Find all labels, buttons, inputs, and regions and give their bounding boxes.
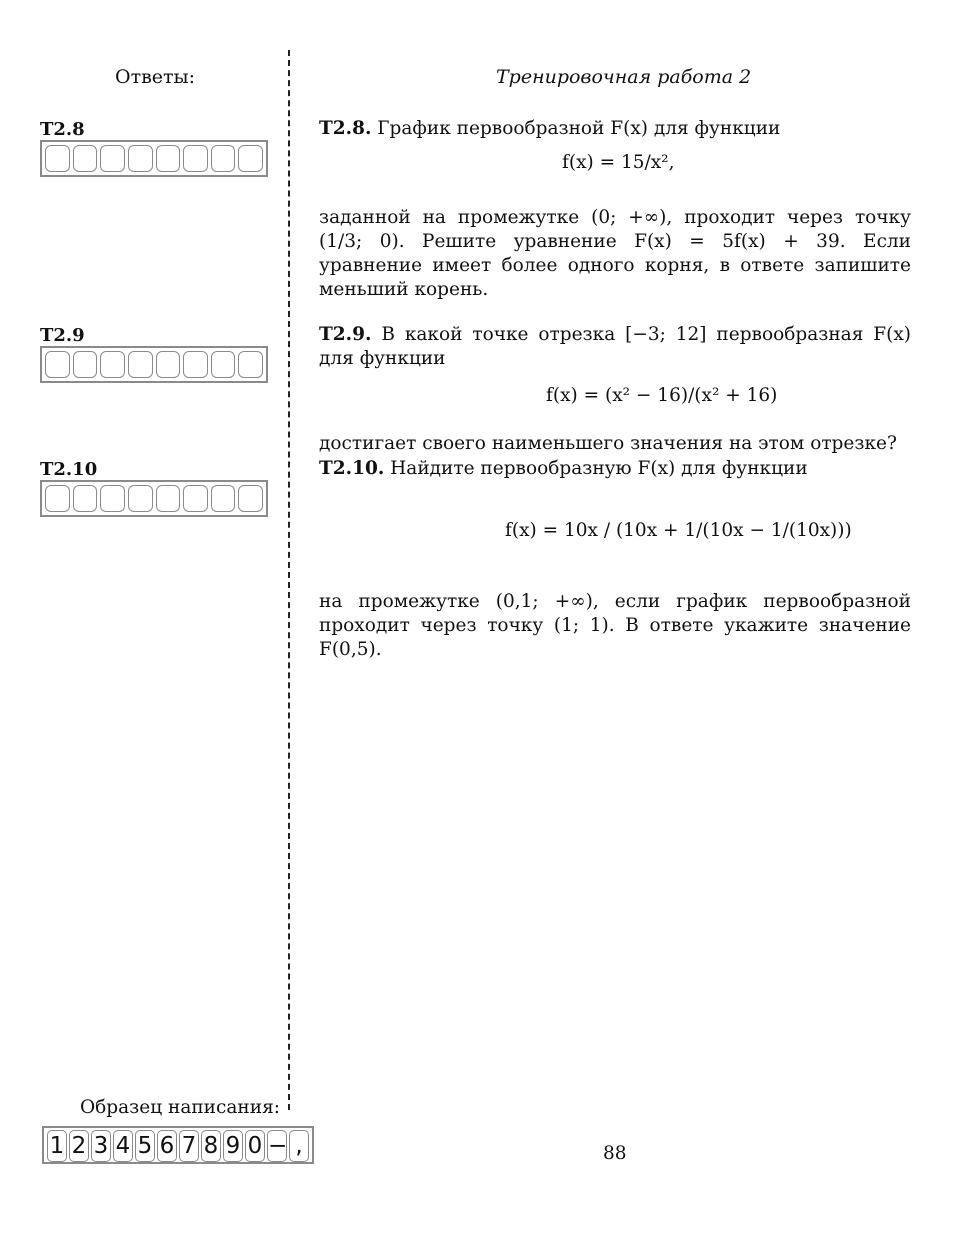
answer-label-t2-10: T2.10 xyxy=(40,459,98,480)
task-text: достигает своего наименьшего значения на этом отрезке? xyxy=(319,433,897,454)
answer-label-t2-9: T2.9 xyxy=(40,325,85,346)
point-text: (1/3; 0) xyxy=(319,231,399,252)
sample-char: , xyxy=(289,1130,309,1162)
answer-cell[interactable] xyxy=(238,145,263,172)
answer-cell[interactable] xyxy=(156,145,181,172)
task-text: на промежутке (0,1; +∞), если график первообразной проходит через точку (1; 1). В ответе укажите значение F(0,5). xyxy=(319,591,911,660)
answer-cell[interactable] xyxy=(73,485,98,512)
task-text: График первообразной F(x) для функции xyxy=(377,118,781,139)
sample-char: 6 xyxy=(157,1130,177,1162)
formula-text: f(x) = 10x / (10x + 1/(10x − 1/(10x))) xyxy=(505,520,852,541)
task-label: T2.8. xyxy=(319,118,372,139)
cut-line xyxy=(288,50,290,1110)
work-title: Тренировочная работа 2 xyxy=(496,66,752,88)
sample-char: 3 xyxy=(91,1130,111,1162)
task-label: T2.10. xyxy=(319,458,385,479)
sample-char: 4 xyxy=(113,1130,133,1162)
answer-cell[interactable] xyxy=(73,351,98,378)
answer-cell[interactable] xyxy=(211,145,236,172)
task-t2-8-body xyxy=(319,206,911,302)
answer-cell[interactable] xyxy=(156,485,181,512)
formula-t2-10 xyxy=(505,520,852,541)
answer-cell[interactable] xyxy=(100,145,125,172)
answer-cell[interactable] xyxy=(100,351,125,378)
sample-char: 5 xyxy=(135,1130,155,1162)
task-t2-9-intro xyxy=(319,323,911,371)
task-t2-10-intro xyxy=(319,457,911,481)
answer-cell[interactable] xyxy=(45,485,70,512)
answer-cell[interactable] xyxy=(238,485,263,512)
answer-label-t2-8: T2.8 xyxy=(40,119,85,140)
page-number: 88 xyxy=(603,1143,627,1164)
answer-cell[interactable] xyxy=(183,351,208,378)
answer-cell[interactable] xyxy=(156,351,181,378)
task-t2-10-body xyxy=(319,590,911,662)
sample-label: Образец написания: xyxy=(80,1097,280,1118)
task-text: . Решите уравнение F(x) = 5f(x) + 39. Если уравнение имеет более одного корня, в ответе запишите меньший корень. xyxy=(319,231,912,300)
sample-char: 0 xyxy=(245,1130,265,1162)
formula-t2-9 xyxy=(546,385,777,406)
sample-char: 2 xyxy=(69,1130,89,1162)
answer-cell[interactable] xyxy=(128,145,153,172)
answer-cell[interactable] xyxy=(211,485,236,512)
answer-cell[interactable] xyxy=(183,485,208,512)
task-text: заданной на промежутке (0; +∞), проходит через точку xyxy=(319,207,911,228)
answer-cell[interactable] xyxy=(128,485,153,512)
answer-cell[interactable] xyxy=(128,351,153,378)
answer-cell[interactable] xyxy=(211,351,236,378)
answer-cell[interactable] xyxy=(183,145,208,172)
formula-text: f(x) = (x² − 16)/(x² + 16) xyxy=(546,385,778,406)
task-text: В какой точке отрезка [−3; 12] первообразная F(x) для функции xyxy=(319,324,911,369)
answer-cell[interactable] xyxy=(45,351,70,378)
task-text: Найдите первообразную F(x) для функции xyxy=(390,458,808,479)
answer-cell[interactable] xyxy=(73,145,98,172)
answer-cell[interactable] xyxy=(238,351,263,378)
answer-grid-t2-10[interactable] xyxy=(40,480,268,517)
sample-char: 9 xyxy=(223,1130,243,1162)
task-label: T2.9. xyxy=(319,324,372,345)
sample-digits xyxy=(42,1126,314,1164)
task-t2-9-body xyxy=(319,432,911,456)
answers-title: Ответы: xyxy=(115,66,196,88)
answer-grid-t2-8[interactable] xyxy=(40,140,268,177)
answer-cell[interactable] xyxy=(100,485,125,512)
answer-grid-t2-9[interactable] xyxy=(40,346,268,383)
formula-t2-8 xyxy=(562,152,674,173)
sample-char: − xyxy=(267,1130,287,1162)
sample-char: 7 xyxy=(179,1130,199,1162)
formula-text: f(x) = 15/x², xyxy=(562,152,675,173)
task-t2-8-intro xyxy=(319,117,911,141)
sample-char: 8 xyxy=(201,1130,221,1162)
answer-cell[interactable] xyxy=(45,145,70,172)
sample-char: 1 xyxy=(47,1130,67,1162)
